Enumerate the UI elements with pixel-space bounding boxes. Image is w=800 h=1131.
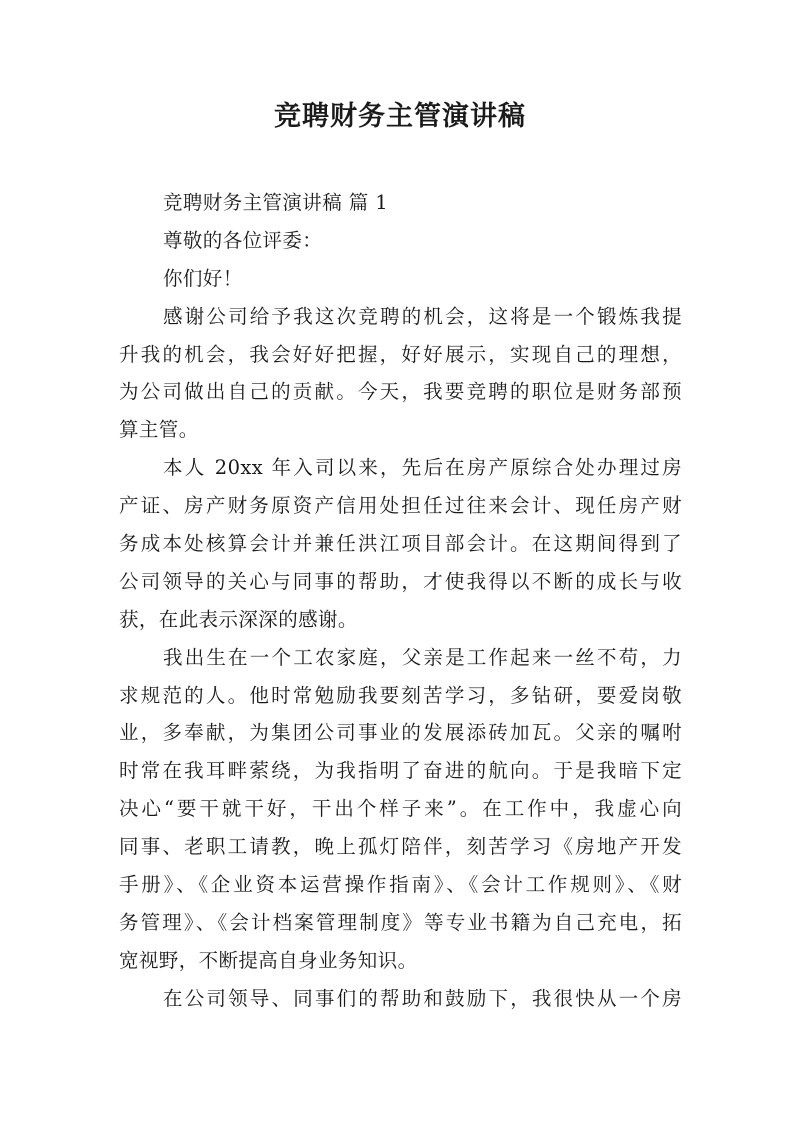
- text-line: 求规范的人。他时常勉励我要刻苦学习，多钻研，要爱岗敬: [119, 683, 682, 707]
- text-line: 宽视野，不断提高自身业务知识。: [119, 948, 418, 972]
- document-title: 竞聘财务主管演讲稿: [274, 101, 526, 132]
- text-line: 尊敬的各位评委：: [163, 228, 323, 252]
- text-line: 手册》、《企业资本运营操作指南》、《会计工作规则》、《财: [119, 873, 682, 897]
- text-line: 务成本处核算会计并兼任洪江项目部会计。在这期间得到了: [119, 532, 682, 556]
- text-line: 产证、房产财务原资产信用处担任过往来会计、现任房产财: [119, 494, 682, 518]
- text-line: 公司领导的关心与同事的帮助，才使我得以不断的成长与收: [119, 569, 682, 593]
- text-line: 业，多奉献，为集团公司事业的发展添砖加瓦。父亲的嘱咐: [119, 721, 682, 745]
- text-line: 在公司领导、同事们的帮助和鼓励下，我很快从一个房: [163, 986, 682, 1010]
- text-line: 本人 20xx 年入司以来，先后在房产原综合处办理过房: [163, 456, 682, 480]
- text-line: 获，在此表示深深的感谢。: [119, 607, 358, 631]
- text-line: 为公司做出自己的贡献。今天，我要竞聘的职位是财务部预: [119, 380, 682, 404]
- text-line: 我出生在一个工农家庭，父亲是工作起来一丝不苟，力: [163, 645, 682, 669]
- text-line: 时常在我耳畔萦绕，为我指明了奋进的航向。于是我暗下定: [119, 759, 682, 783]
- document-body: [119, 184, 682, 1018]
- text-line: 你们好！: [163, 266, 243, 290]
- text-line: 感谢公司给予我这次竞聘的机会，这将是一个锻炼我提: [163, 304, 682, 328]
- text-line: 算主管。: [119, 418, 199, 442]
- text-line: 升我的机会，我会好好把握，好好展示，实现自己的理想，: [119, 342, 682, 366]
- text-line: 务管理》、《会计档案管理制度》等专业书籍为自己充电，拓: [119, 910, 682, 934]
- text-line: 同事、老职工请教，晚上孤灯陪伴，刻苦学习《房地产开发: [119, 835, 682, 859]
- text-line: 竞聘财务主管演讲稿 篇 1: [163, 191, 389, 214]
- text-line: 决心“要干就干好，干出个样子来”。在工作中，我虚心向: [119, 797, 682, 821]
